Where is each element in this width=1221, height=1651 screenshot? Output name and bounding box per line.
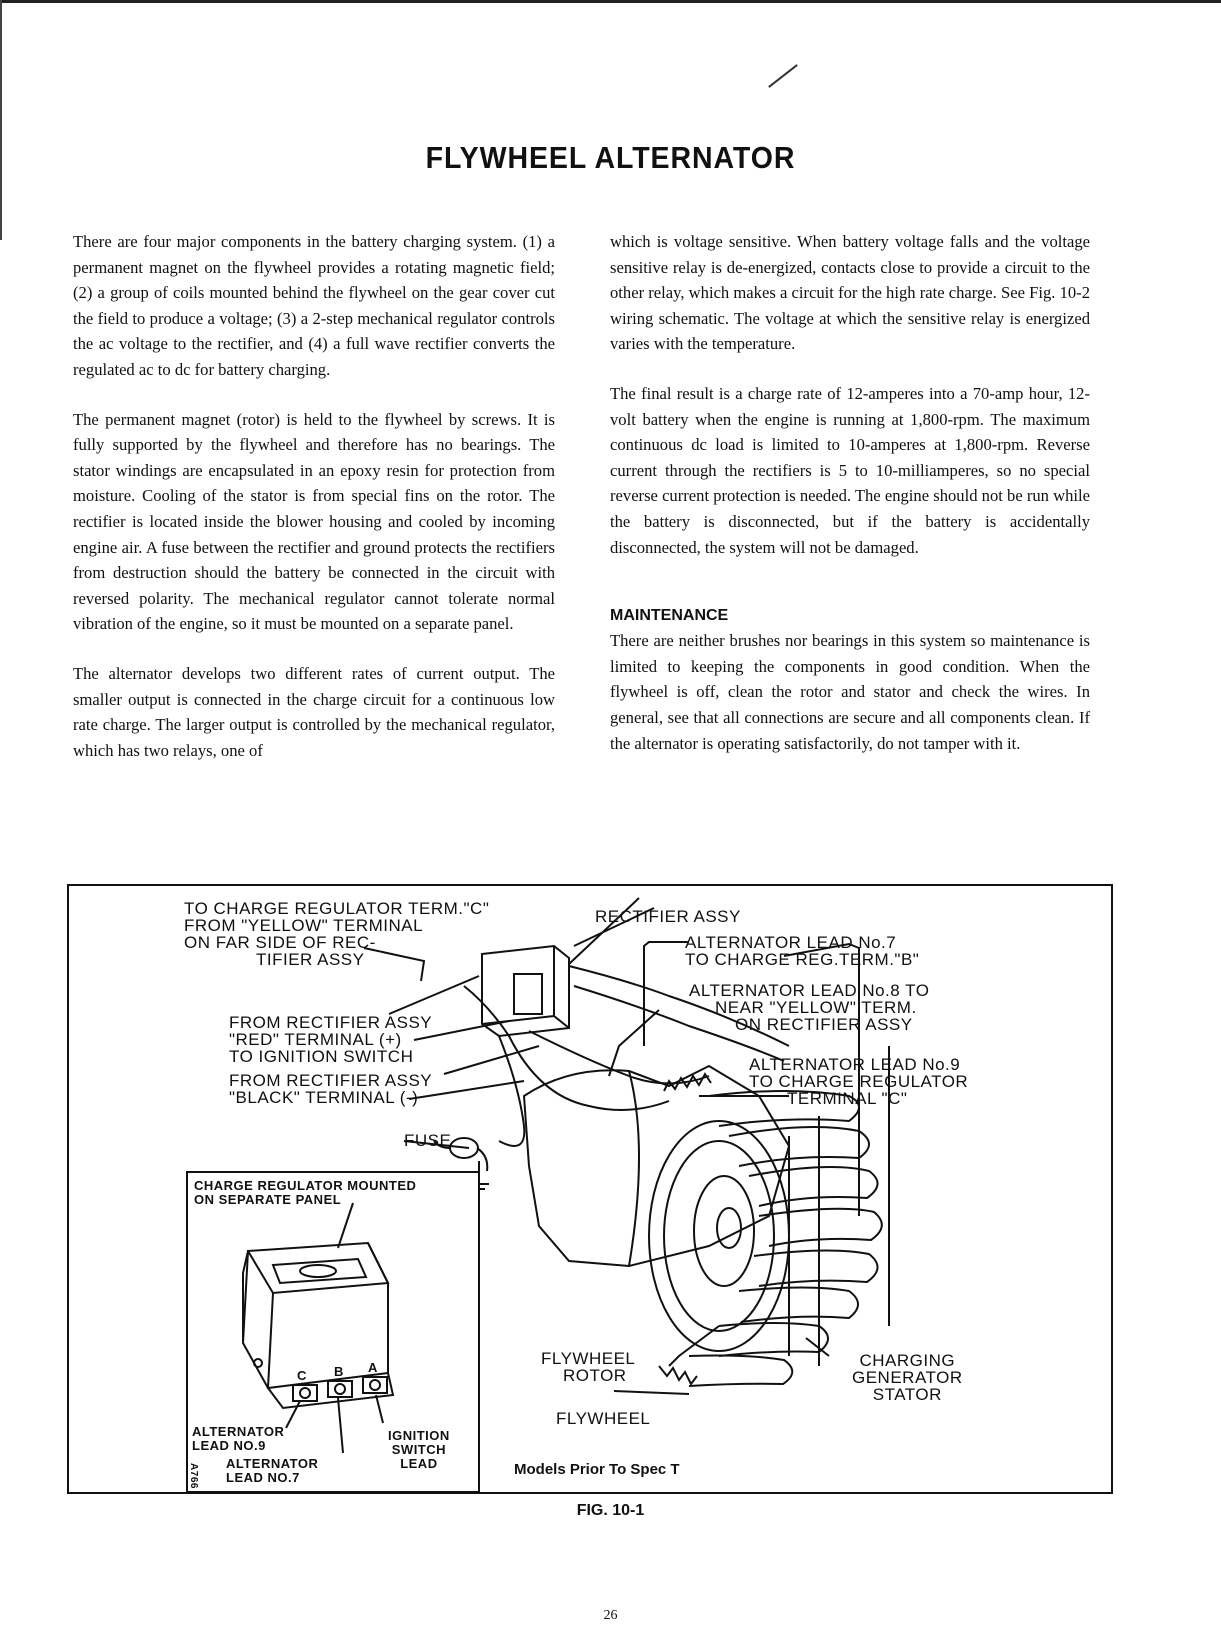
label-charge-reg-term-c: TO CHARGE REGULATOR TERM."C" FROM "YELLOW" TERMINAL ON FAR SIDE OF REC- TIFIER ASSY [184,899,490,969]
label-alternator-lead-8: ALTERNATOR LEAD No.8 TO NEAR "YELLOW" TERM. ON RECTIFIER ASSY [689,981,930,1034]
maintenance-heading: MAINTENANCE [610,607,729,625]
charge-regulator-inset [186,1171,480,1493]
label-flywheel-rotor: FLYWHEEL ROTOR [541,1349,636,1385]
label-alternator-lead-9: ALTERNATOR LEAD No.9 TO CHARGE REGULATOR TERMINAL "C" [749,1055,969,1108]
terminal-b-label: B [334,1364,344,1379]
label-red-terminal: FROM RECTIFIER ASSY "RED" TERMINAL (+) TO IGNITION SWITCH [229,1013,433,1066]
inset-label-ignition-switch-lead: IGNITION SWITCH LEAD [388,1428,450,1471]
inset-code: A766 [187,1463,199,1489]
label-black-terminal: FROM RECTIFIER ASSY "BLACK" TERMINAL (-) [229,1071,433,1107]
label-fuse: FUSE [404,1131,452,1150]
page-number: 26 [603,1608,618,1623]
paragraph-relay: which is voltage sensitive. When battery voltage falls and the voltage sensitive relay is de-energized, contacts close to provide a circuit to the other relay, which makes a circuit for the high rate charge. See Fig. 10-2 wiring schematic. The voltage at which the sensitive relay is energized varies with the temperature. [610,232,1090,354]
pencil-mark [768,64,798,88]
page-title: FLYWHEEL ALTERNATOR [425,140,796,175]
paragraph-maintenance: There are neither brushes nor bearings in this system so maintenance is limited to keeping the components in good condition. When the flywheel is off, clean the rotor and stator and check the wires. In general, see that all connections are secure and all components clean. If the alternator is operating satisfactorily, do not tamper with it. [610,631,1090,753]
paragraph-rotor: The permanent magnet (rotor) is held to the flywheel by screws. It is fully supported by the flywheel and therefore has no bearings. The stator windings are encapsulated in an epoxy resin for protection from moisture. Cooling of the stator is from special fins on the rotor. The rectifier is located inside the blower housing and cooled by incoming engine air. A fuse between the rectifier and ground protects the rectifiers from destruction should the battery be connected in the circuit with reversed polarity. The mechanical regulator cannot tolerate normal vibration of the engine, so it must be mounted on a separate panel. [73,409,555,634]
paragraph-components: There are four major components in the battery charging system. (1) a permanent magnet on the flywheel provides a rotating magnetic field; (2) a group of coils mounted behind the flywheel on the gear cover cut the field to produce a voltage; (3) a 2-step mechanical regulator controls the ac voltage to the rectifier, and (4) a full wave rectifier converts the regulated ac to dc for battery charging. [73,232,555,379]
label-charging-generator-stator: CHARGING GENERATOR STATOR [852,1351,963,1404]
figure-caption: FIG. 10-1 [576,1502,645,1519]
paragraph-result: The final result is a charge rate of 12-amperes into a 70-amp hour, 12-volt battery when the engine is running at 1,800-rpm. The maximum continuous dc load is limited to 10-amperes at 1,800-rpm. Reverse current through the rectifiers is 5 to 10-milliamperes, so no special reverse current protection is needed. The engine should not be run while the battery is disconnected, but if the battery is accidentally disconnected, the system will not be damaged. [610,383,1090,557]
inset-label-lead-9: ALTERNATOR LEAD NO.9 [192,1424,285,1453]
right-column [610,229,1090,780]
figure-10-1 [67,884,1113,1494]
label-alternator-lead-7: ALTERNATOR LEAD No.7 TO CHARGE REG.TERM."B" [685,933,920,969]
label-rectifier-assy: RECTIFIER ASSY [595,907,741,926]
models-note: Models Prior To Spec T [514,1461,680,1478]
inset-title: CHARGE REGULATOR MOUNTED ON SEPARATE PANEL [194,1178,417,1207]
top-rule [0,0,1221,3]
paragraph-output: The alternator develops two different rates of current output. The smaller output is connected in the charge circuit for a continuous low rate charge. The larger output is controlled by the mechanical regulator, which has two relays, one of [73,663,555,760]
label-flywheel: FLYWHEEL [556,1409,651,1428]
terminal-c-label: C [297,1368,307,1383]
left-column [73,229,555,787]
inset-label-lead-7: ALTERNATOR LEAD NO.7 [226,1456,319,1485]
left-rule [0,0,2,240]
terminal-a-label: A [368,1360,378,1375]
